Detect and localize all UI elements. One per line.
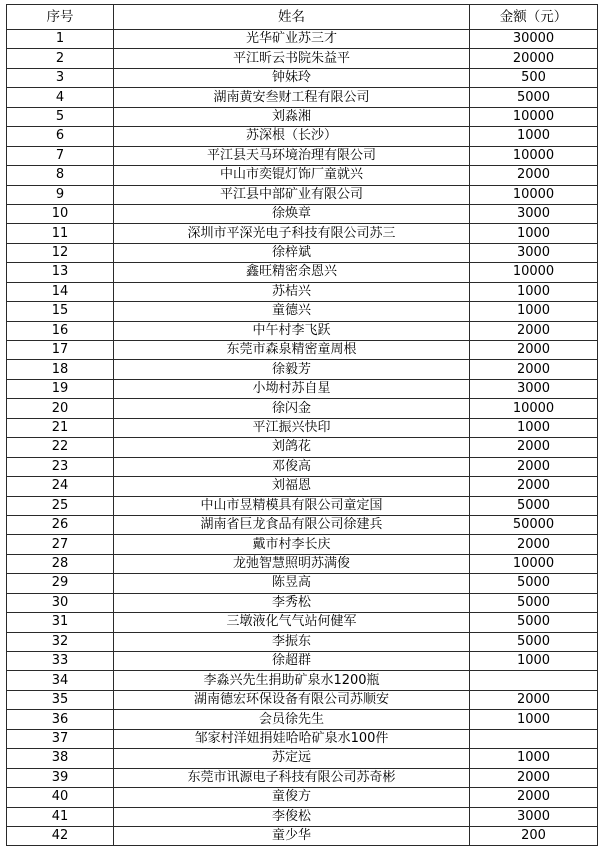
donor-name-cell: 刘福恩	[114, 477, 470, 496]
donor-name-cell: 湖南省巨龙食品有限公司徐建兵	[114, 515, 470, 534]
table-row	[7, 613, 598, 632]
row-index-cell: 16	[7, 321, 114, 340]
amount-cell: 5000	[470, 574, 598, 593]
table-row	[7, 321, 598, 340]
table-row	[7, 30, 598, 49]
amount-cell: 1000	[470, 652, 598, 671]
row-index-cell: 2	[7, 49, 114, 68]
donor-name-cell: 平江县天马环境治理有限公司	[114, 146, 470, 165]
amount-cell: 1000	[470, 418, 598, 437]
amount-cell: 2000	[470, 321, 598, 340]
donor-name-cell: 苏定远	[114, 749, 470, 768]
amount-cell: 10000	[470, 263, 598, 282]
donor-name-cell: 三墩液化气气站何健军	[114, 613, 470, 632]
amount-cell: 2000	[470, 166, 598, 185]
donor-name-cell: 中山市昱精模具有限公司童定国	[114, 496, 470, 515]
donor-name-cell: 徐焕章	[114, 204, 470, 223]
row-index-cell: 13	[7, 263, 114, 282]
row-index-cell: 15	[7, 302, 114, 321]
amount-cell: 5000	[470, 88, 598, 107]
table-row	[7, 341, 598, 360]
row-index-cell: 10	[7, 204, 114, 223]
table-row	[7, 438, 598, 457]
amount-cell: 5000	[470, 613, 598, 632]
donation-table	[6, 4, 598, 846]
amount-cell: 5000	[470, 593, 598, 612]
amount-cell: 3000	[470, 204, 598, 223]
table-row	[7, 107, 598, 126]
table-row	[7, 457, 598, 476]
amount-cell: 1000	[470, 282, 598, 301]
table-row	[7, 788, 598, 807]
donor-name-cell: 徐毅芳	[114, 360, 470, 379]
row-index-cell: 31	[7, 613, 114, 632]
table-row	[7, 652, 598, 671]
table-row	[7, 399, 598, 418]
row-index-cell: 19	[7, 379, 114, 398]
table-row	[7, 729, 598, 748]
row-index-cell: 42	[7, 826, 114, 845]
donor-name-cell: 钟妹玲	[114, 68, 470, 87]
row-index-cell: 12	[7, 243, 114, 262]
donor-name-cell: 邓俊高	[114, 457, 470, 476]
table-row	[7, 671, 598, 690]
donor-name-cell: 李秀松	[114, 593, 470, 612]
row-index-cell: 24	[7, 477, 114, 496]
amount-cell: 5000	[470, 496, 598, 515]
row-index-cell: 17	[7, 341, 114, 360]
amount-cell	[470, 671, 598, 690]
donor-name-cell: 李淼兴先生捐助矿泉水1200瓶	[114, 671, 470, 690]
row-index-cell: 11	[7, 224, 114, 243]
amount-cell: 2000	[470, 768, 598, 787]
row-index-cell: 36	[7, 710, 114, 729]
row-index-cell: 29	[7, 574, 114, 593]
table-row	[7, 632, 598, 651]
table-row	[7, 710, 598, 729]
row-index-cell: 34	[7, 671, 114, 690]
table-row	[7, 243, 598, 262]
row-index-cell: 20	[7, 399, 114, 418]
table-row	[7, 554, 598, 573]
table-row	[7, 68, 598, 87]
table-row	[7, 185, 598, 204]
amount-cell: 20000	[470, 49, 598, 68]
table-row	[7, 379, 598, 398]
amount-cell: 1000	[470, 127, 598, 146]
table-row	[7, 302, 598, 321]
row-index-cell: 3	[7, 68, 114, 87]
table-row	[7, 496, 598, 515]
amount-cell: 3000	[470, 807, 598, 826]
donor-name-cell: 平江县中部矿业有限公司	[114, 185, 470, 204]
row-index-cell: 26	[7, 515, 114, 534]
row-index-cell: 30	[7, 593, 114, 612]
donor-name-cell: 邹家村洋妞捐娃哈哈矿泉水100件	[114, 729, 470, 748]
amount-cell: 2000	[470, 535, 598, 554]
table-row	[7, 418, 598, 437]
row-index-cell: 40	[7, 788, 114, 807]
table-row	[7, 768, 598, 787]
table-row	[7, 749, 598, 768]
table-row	[7, 690, 598, 709]
row-index-cell: 21	[7, 418, 114, 437]
donor-name-cell: 小坳村苏自星	[114, 379, 470, 398]
amount-cell: 2000	[470, 360, 598, 379]
donor-name-cell: 童德兴	[114, 302, 470, 321]
donor-name-cell: 东莞市讯源电子科技有限公司苏奇彬	[114, 768, 470, 787]
amount-cell: 2000	[470, 438, 598, 457]
amount-cell: 2000	[470, 690, 598, 709]
row-index-cell: 32	[7, 632, 114, 651]
donor-name-cell: 刘淼湘	[114, 107, 470, 126]
donor-name-cell: 童俊方	[114, 788, 470, 807]
table-row	[7, 204, 598, 223]
donor-name-cell: 平江振兴快印	[114, 418, 470, 437]
amount-cell: 10000	[470, 146, 598, 165]
table-row	[7, 360, 598, 379]
amount-cell: 10000	[470, 107, 598, 126]
donor-name-cell: 湖南德宏环保设备有限公司苏顺安	[114, 690, 470, 709]
donor-name-cell: 东莞市森泉精密童周根	[114, 341, 470, 360]
donor-name-cell: 李俊松	[114, 807, 470, 826]
donor-name-cell: 湖南黄安叁财工程有限公司	[114, 88, 470, 107]
donor-name-cell: 中午村李飞跃	[114, 321, 470, 340]
amount-cell: 10000	[470, 399, 598, 418]
donor-name-cell: 深圳市平深光电子科技有限公司苏三	[114, 224, 470, 243]
table-row	[7, 263, 598, 282]
header-amount: 金额（元）	[470, 5, 598, 30]
amount-cell	[470, 729, 598, 748]
amount-cell: 2000	[470, 788, 598, 807]
row-index-cell: 35	[7, 690, 114, 709]
row-index-cell: 39	[7, 768, 114, 787]
table-row	[7, 49, 598, 68]
row-index-cell: 4	[7, 88, 114, 107]
donor-name-cell: 戴市村李长庆	[114, 535, 470, 554]
amount-cell: 1000	[470, 749, 598, 768]
donor-name-cell: 童少华	[114, 826, 470, 845]
table-row	[7, 826, 598, 845]
table-row	[7, 146, 598, 165]
row-index-cell: 28	[7, 554, 114, 573]
amount-cell: 1000	[470, 710, 598, 729]
amount-cell: 3000	[470, 243, 598, 262]
row-index-cell: 23	[7, 457, 114, 476]
row-index-cell: 14	[7, 282, 114, 301]
row-index-cell: 5	[7, 107, 114, 126]
donor-name-cell: 陈昱高	[114, 574, 470, 593]
row-index-cell: 18	[7, 360, 114, 379]
amount-cell: 1000	[470, 224, 598, 243]
table-row	[7, 593, 598, 612]
row-index-cell: 37	[7, 729, 114, 748]
amount-cell: 200	[470, 826, 598, 845]
table-row	[7, 515, 598, 534]
table-row	[7, 477, 598, 496]
table-row	[7, 535, 598, 554]
donor-name-cell: 徐超群	[114, 652, 470, 671]
row-index-cell: 38	[7, 749, 114, 768]
table-row	[7, 807, 598, 826]
amount-cell: 2000	[470, 341, 598, 360]
amount-cell: 50000	[470, 515, 598, 534]
amount-cell: 2000	[470, 477, 598, 496]
row-index-cell: 22	[7, 438, 114, 457]
amount-cell: 10000	[470, 185, 598, 204]
donor-name-cell: 徐闪金	[114, 399, 470, 418]
amount-cell: 5000	[470, 632, 598, 651]
table-row	[7, 282, 598, 301]
table-row	[7, 166, 598, 185]
donor-name-cell: 平江昕云书院朱益平	[114, 49, 470, 68]
donor-name-cell: 苏深根（长沙）	[114, 127, 470, 146]
row-index-cell: 33	[7, 652, 114, 671]
donor-name-cell: 鑫旺精密余恩兴	[114, 263, 470, 282]
donor-name-cell: 中山市奕锟灯饰厂童就兴	[114, 166, 470, 185]
table-row	[7, 127, 598, 146]
row-index-cell: 9	[7, 185, 114, 204]
table-body	[7, 30, 598, 846]
amount-cell: 2000	[470, 457, 598, 476]
row-index-cell: 6	[7, 127, 114, 146]
header-name: 姓名	[114, 5, 470, 30]
row-index-cell: 27	[7, 535, 114, 554]
amount-cell: 3000	[470, 379, 598, 398]
amount-cell: 1000	[470, 302, 598, 321]
donor-name-cell: 龙弛智慧照明苏满俊	[114, 554, 470, 573]
row-index-cell: 8	[7, 166, 114, 185]
donor-name-cell: 苏桔兴	[114, 282, 470, 301]
header-index: 序号	[7, 5, 114, 30]
donor-name-cell: 李振东	[114, 632, 470, 651]
donor-name-cell: 光华矿业苏三才	[114, 30, 470, 49]
donor-name-cell: 会员徐先生	[114, 710, 470, 729]
amount-cell: 500	[470, 68, 598, 87]
header-row	[7, 5, 598, 30]
table-row	[7, 224, 598, 243]
donor-name-cell: 刘鸽花	[114, 438, 470, 457]
row-index-cell: 41	[7, 807, 114, 826]
table-row	[7, 88, 598, 107]
donor-name-cell: 徐梓斌	[114, 243, 470, 262]
row-index-cell: 25	[7, 496, 114, 515]
row-index-cell: 1	[7, 30, 114, 49]
amount-cell: 10000	[470, 554, 598, 573]
row-index-cell: 7	[7, 146, 114, 165]
amount-cell: 30000	[470, 30, 598, 49]
table-row	[7, 574, 598, 593]
